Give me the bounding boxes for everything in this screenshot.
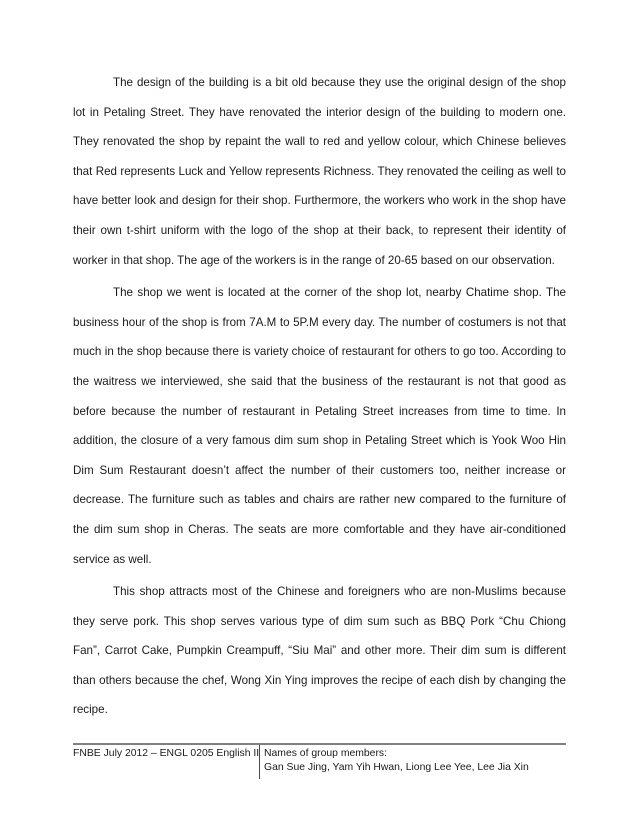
footer-course-label: FNBE July 2012 – ENGL 0205 English II — [73, 748, 260, 759]
footer-column-divider — [259, 745, 260, 779]
paragraph-shop-location: The shop we went is located at the corner of the shop lot, nearby Chatime shop. The business hour of the shop is from 7A.M to 5P.M every day. The number of costumers is not that much in the shop because there is variety choice of restaurant for others to go too. According to the waitress we interviewed, she said that the business of the restaurant is not that good as before because the number of restaurant in Petaling Street increases from time to time. In addition, the closure of a very famous dim sum shop in Petaling Street which is Yook Woo Hin Dim Sum Restaurant doesn’t affect the number of their customers too, neither increase or decrease. The furniture such as tables and chairs are rather new compared to the furniture of the dim sum shop in Cheras. The seats are more comfortable and they have air-conditioned service as well. — [73, 286, 566, 566]
paragraph-building-design: The design of the building is a bit old because they use the original design of the shop lot in Petaling Street. They have renovated the interior design of the building to modern one. They renovated the shop by repaint the wall to red and yellow colour, which Chinese believes that Red represents Luck and Yellow represents Richness. They renovated the ceiling as well to have better look and design for their shop. Furthermore, the workers who work in the shop have their own t-shirt uniform with the logo of the shop at their back, to represent their identity of worker in that shop. The age of the workers is in the range of 20-65 based on our observation. — [73, 76, 566, 267]
footer-members-names: Gan Sue Jing, Yam Yih Hwan, Liong Lee Yee, Lee Jia Xin — [264, 762, 529, 773]
footer-group-members — [264, 747, 564, 775]
document-body — [73, 68, 566, 725]
footer-divider-line — [73, 743, 566, 745]
page-footer — [73, 743, 566, 783]
footer-members-heading: Names of group members: — [264, 748, 388, 759]
paragraph-dim-sum-menu: This shop attracts most of the Chinese and foreigners who are non-Muslims because they serve pork. This shop serves various type of dim sum such as BBQ Pork “Chu Chiong Fan”, Carrot Cake, Pumpkin Creampuff, “Siu Mai” and other more. Their dim sum is different than others because the chef, Wong Xin Ying improves the recipe of each dish by changing the recipe. — [73, 585, 566, 717]
